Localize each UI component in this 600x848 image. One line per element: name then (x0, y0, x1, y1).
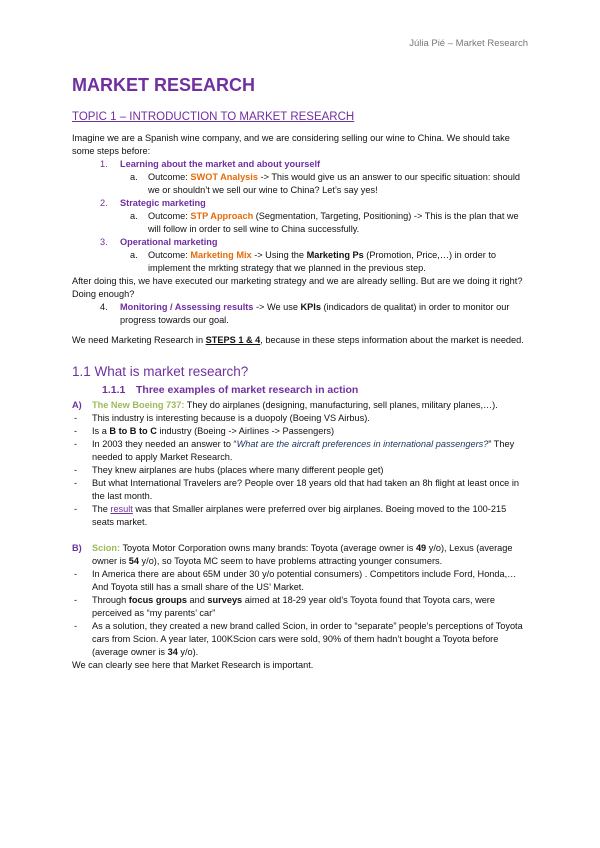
list-item-bold: 34 (167, 647, 178, 657)
list-item-text: Is a (92, 426, 110, 436)
example-a (72, 399, 528, 412)
after-steps-paragraph: After doing this, we have executed our marketing strategy and we are already selling. But are we doing it right? Doing enough? (72, 276, 523, 299)
bullet-dash: - (74, 595, 78, 605)
list-item-text: ” They needed to apply Market Research. (92, 439, 515, 462)
list-item-text: was that Smaller airplanes were preferred over big airplanes. Boeing moved to the 100-215 seats market. (92, 504, 507, 527)
list-item (72, 425, 528, 438)
list-item (72, 412, 528, 425)
step-title: Monitoring / Assessing results (120, 302, 254, 312)
list-item-text: The (92, 504, 111, 514)
list-item (72, 620, 528, 659)
outcome-key: Marketing Mix (190, 250, 252, 260)
list-item (72, 477, 528, 503)
step-outcome (72, 249, 528, 275)
page-header: Júlia Pié – Market Research (409, 38, 528, 49)
list-item-text: As a solution, they created a new brand called Scion, in order to “separate” people’s perceptions of Toyota cars from Scion. A year later, 100KScion cars were sold, 90% of them hadn’t bought a Toyota before (average owner is (92, 621, 523, 657)
list-item-text: industry (Boeing -> Airlines -> Passengers) (156, 426, 335, 436)
result-link: result (110, 504, 133, 514)
closing-paragraph: We can clearly see here that Market Research is important. (72, 660, 314, 670)
list-item-text: and (186, 595, 208, 605)
list-item (72, 503, 528, 529)
bullet-dash: - (74, 439, 78, 449)
list-item-text: They knew airplanes are hubs (places where many different people get) (92, 465, 384, 475)
outcome-text: -> Using the (251, 250, 307, 260)
step-number: 1. (100, 159, 108, 169)
outcome-key: SWOT Analysis (190, 172, 258, 182)
bullet-dash: - (74, 426, 78, 436)
list-item (72, 568, 528, 594)
bullet-dash: - (74, 504, 78, 514)
intro-paragraph: Imagine we are a Spanish wine company, and we are considering selling our wine to China. We should take some steps before: (72, 133, 510, 156)
example-letter: A) (72, 400, 82, 410)
list-item-text: Through (92, 595, 129, 605)
list-item (72, 464, 528, 477)
step-text: (indicadors de qualitat) in order to monitor our progress towards our goal. (120, 302, 510, 325)
example-text: They do airplanes (designing, manufacturing, sell planes, military planes,…). (184, 400, 498, 410)
bullet-dash: - (74, 413, 78, 423)
list-item-quote: What are the aircraft preferences in international passengers? (236, 439, 489, 449)
example-bold: 54 (128, 556, 139, 566)
need-paragraph (72, 334, 528, 347)
subsection-heading (72, 383, 528, 397)
outcome-bold: Marketing Ps (306, 250, 364, 260)
outcome-text: -> This would give us an answer to our specific situation: should we or shouldn’t we sell our wine to China? Let’s say yes! (148, 172, 521, 195)
subsection-number: 1.1.1 (102, 384, 126, 396)
step-outcome (72, 210, 528, 236)
list-item-bold: focus groups (128, 595, 187, 605)
list-item-bold: B to B to C (109, 426, 157, 436)
step-number: 4. (100, 302, 108, 312)
bullet-dash: - (74, 465, 78, 475)
sub-letter: a. (130, 172, 138, 182)
step-item (72, 236, 528, 249)
list-item-text: In America there are about 65M under 30 y/o potential consumers) . Competitors include Ford, Honda,… And Toyota still has a small share of the US’ Market. (92, 569, 517, 592)
list-item-text: y/o). (177, 647, 199, 657)
step-outcome (72, 171, 528, 197)
example-text: y/o), so Toyota MC seem to have problems attracting younger consumers. (139, 556, 443, 566)
step-title: Learning about the market and about yourself (120, 159, 321, 169)
sub-letter: a. (130, 250, 138, 260)
step-item (72, 197, 528, 210)
example-text: y/o), Lexus (average owner is (92, 543, 513, 566)
outcome-label: Outcome: (148, 172, 191, 182)
outcome-label: Outcome: (148, 250, 191, 260)
list-item (72, 594, 528, 620)
document-title: MARKET RESEARCH (72, 75, 256, 95)
outcome-label: Outcome: (148, 211, 191, 221)
list-item-bold: surveys (207, 595, 243, 605)
topic-heading: TOPIC 1 – INTRODUCTION TO MARKET RESEARCH (72, 111, 355, 123)
list-item-text: aimed at 18-29 year old’s Toyota found that Toyota cars, were perceived as “my parents’ car” (92, 595, 495, 618)
example-text: Toyota Motor Corporation owns many brands: Toyota (average owner is (120, 543, 416, 553)
section-heading: 1.1 What is market research? (72, 364, 249, 379)
example-letter: B) (72, 543, 82, 553)
subsection-title: Three examples of market research in action (136, 384, 359, 396)
list-item-text: In 2003 they needed an answer to “ (92, 439, 237, 449)
step-title: Strategic marketing (120, 198, 206, 208)
bullet-dash: - (74, 569, 78, 579)
list-item-text: But what International Travelers are? People over 18 years old that had taken an 8h flight at least once in the last month. (92, 478, 519, 501)
list-item-text: This industry is interesting because is a duopoly (Boeing VS Airbus). (92, 413, 370, 423)
need-text: , because in these steps information about the market is needed. (260, 335, 524, 345)
step-title: Operational marketing (120, 237, 218, 247)
bullet-dash: - (74, 621, 78, 631)
step-item (72, 158, 528, 171)
example-bold: 49 (415, 543, 427, 553)
sub-letter: a. (130, 211, 138, 221)
need-text: We need Marketing Research in (72, 335, 206, 345)
document-body (72, 74, 528, 672)
bullet-dash: - (74, 478, 78, 488)
outcome-text: (Segmentation, Targeting, Positioning) -> This is the plan that we will follow in order to sell wine to China successfully. (148, 211, 519, 234)
need-bold: STEPS 1 & 4 (205, 335, 261, 345)
example-name: The New Boeing 737: (92, 400, 185, 410)
list-item (72, 438, 528, 464)
step-item (72, 301, 528, 327)
outcome-text: (Promotion, Price,…) in order to implement the mrkting strategy that we planned in the previous step. (148, 250, 496, 273)
step-text: -> We use (253, 302, 301, 312)
example-name: Scion: (92, 543, 121, 553)
step-number: 2. (100, 198, 108, 208)
outcome-key: STP Approach (190, 211, 254, 221)
step-bold: KPIs (300, 302, 321, 312)
step-number: 3. (100, 237, 108, 247)
example-b (72, 542, 528, 568)
